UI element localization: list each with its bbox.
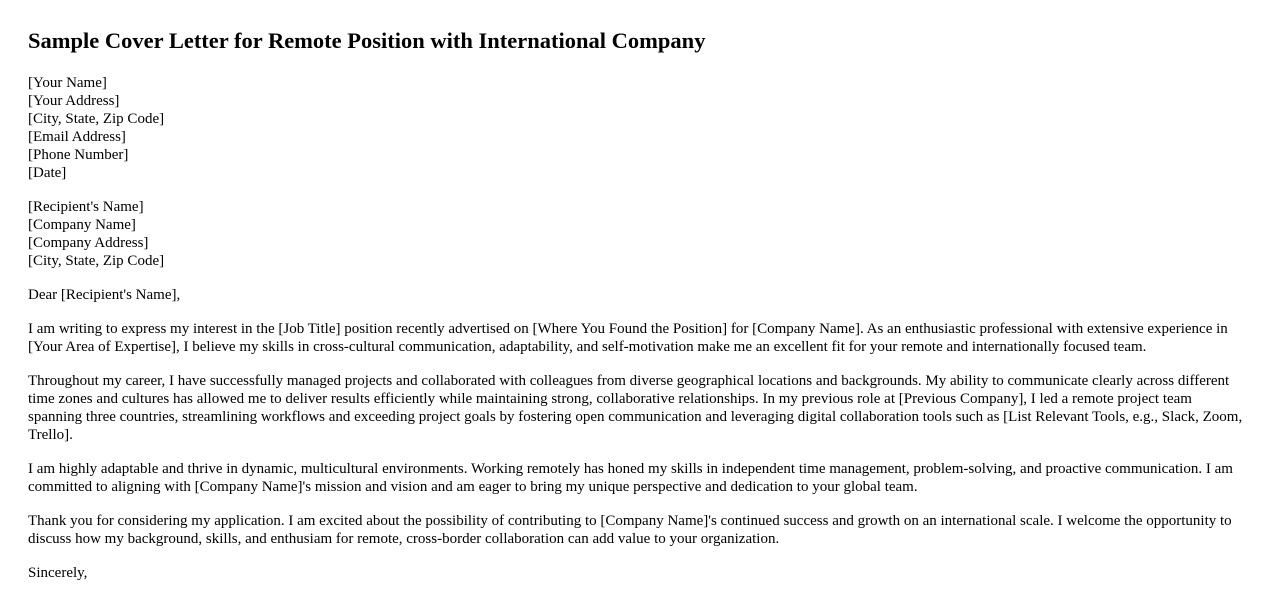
recipient-city-state-zip: [City, State, Zip Code] bbox=[28, 253, 165, 269]
sender-address-block bbox=[28, 74, 1250, 182]
closing: Sincerely, bbox=[28, 565, 88, 581]
page-title: Sample Cover Letter for Remote Position with International Company bbox=[28, 28, 706, 53]
sender-email: [Email Address] bbox=[28, 129, 126, 145]
recipient-name: [Recipient's Name] bbox=[28, 199, 144, 215]
sender-address: [Your Address] bbox=[28, 93, 120, 109]
recipient-company: [Company Name] bbox=[28, 217, 136, 233]
paragraph-thanks: Thank you for considering my application. I am excited about the possibility of contributing to [Company Name]'s continued success and growth on an international scale. I welcome the opportunity to discuss how my background, skills, and enthusiam for remote, cross-border collaboration can add value to your organization. bbox=[28, 513, 1232, 547]
salutation: Dear [Recipient's Name], bbox=[28, 287, 181, 303]
sender-phone: [Phone Number] bbox=[28, 147, 129, 163]
letter-date: [Date] bbox=[28, 165, 67, 181]
recipient-address-block bbox=[28, 198, 1250, 270]
paragraph-intro: I am writing to express my interest in the [Job Title] position recently advertised on [Where You Found the Position] for [Company Name]. As an enthusiastic professional with extensive experience in [Your Area of Expertise], I believe my skills in cross-cultural communication, adaptability, and self-motivation make me an excellent fit for your remote and internationally focused team. bbox=[28, 321, 1228, 355]
paragraph-adaptability: I am highly adaptable and thrive in dynamic, multicultural environments. Working remotely has honed my skills in independent time management, problem-solving, and proactive communication. I am committed to aligning with [Company Name]'s mission and vision and am eager to bring my unique perspective and dedication to your global team. bbox=[28, 461, 1233, 495]
sender-name: [Your Name] bbox=[28, 75, 107, 91]
recipient-company-address: [Company Address] bbox=[28, 235, 149, 251]
sender-city-state-zip: [City, State, Zip Code] bbox=[28, 111, 165, 127]
paragraph-experience: Throughout my career, I have successfully managed projects and collaborated with colleagues from diverse geographical locations and backgrounds. My ability to communicate clearly across different time zones and cultures has allowed me to deliver results efficiently while maintaining strong, collaborative relationships. In my previous role at [Previous Company], I led a remote project team spanning three countries, streamlining workflows and exceeding project goals by fostering open communication and leveraging digital collaboration tools such as [List Relevant Tools, e.g., Slack, Zoom, Trello]. bbox=[28, 373, 1243, 443]
